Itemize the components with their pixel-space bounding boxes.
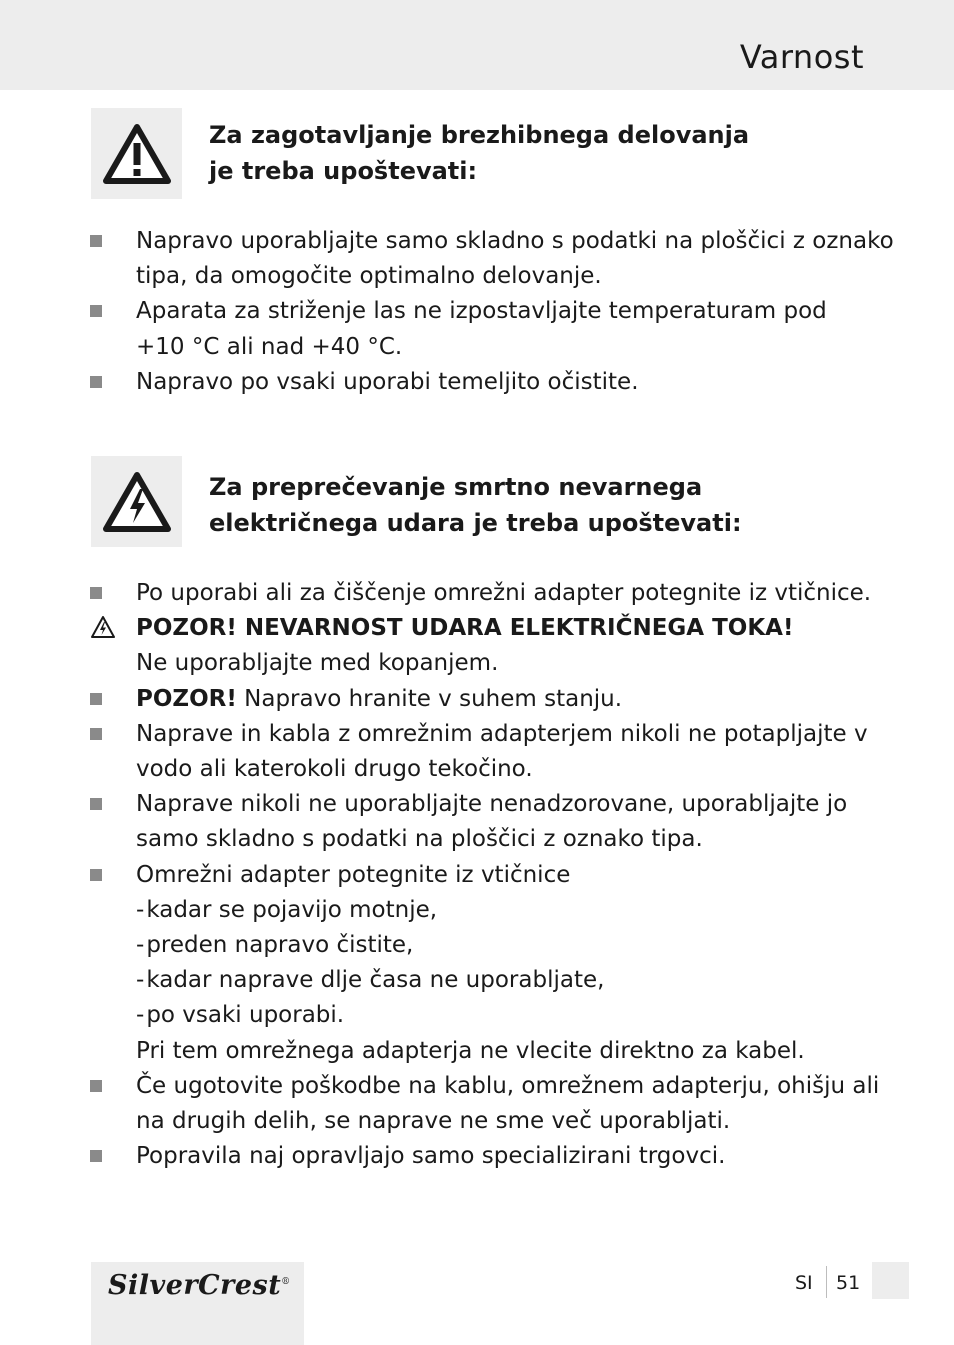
general-warning-box [91, 108, 182, 199]
electric-warning-box [91, 456, 182, 547]
square-bullet-icon [90, 305, 102, 317]
list-item [90, 1069, 890, 1139]
registered-mark: ® [281, 1277, 291, 1287]
sub-item-text: preden napravo čistite, [146, 932, 414, 959]
dash: - [136, 1002, 145, 1029]
item-text: na drugih delih, se naprave ne sme več uporabljati. [136, 1108, 731, 1135]
list-item [90, 1139, 890, 1174]
item-warning-bold: POZOR! [136, 685, 237, 712]
sub-item [136, 998, 890, 1033]
square-bullet-icon [90, 587, 102, 599]
list-item [90, 294, 890, 364]
item-text: Napravo uporabljajte samo skladno s podatki na ploščici z oznako [136, 228, 894, 254]
square-bullet-icon [90, 869, 102, 881]
sub-item-text: kadar naprave dlje časa ne uporabljate, [146, 967, 605, 994]
list-item [90, 787, 890, 857]
item-text: vodo ali katerokoli drugo tekočino. [136, 756, 533, 783]
list-item [90, 224, 894, 294]
warning-triangle-exclamation-icon [102, 123, 172, 185]
dash: - [136, 967, 145, 994]
list-item [90, 858, 890, 1069]
dash: - [136, 932, 145, 959]
item-text: samo skladno s podatki na ploščici z oznako tipa. [136, 826, 703, 853]
square-bullet-icon [90, 1150, 102, 1162]
item-text: Popravila naj opravljajo samo specializirani trgovci. [136, 1143, 726, 1170]
square-bullet-icon [90, 693, 102, 705]
sub-item [136, 928, 890, 963]
item-text: +10 °C ali nad +40 °C. [136, 333, 403, 360]
warning-triangle-lightning-icon [90, 615, 116, 639]
page-number: 51 [836, 1272, 861, 1294]
brand-logo [108, 1270, 291, 1301]
sub-item [136, 963, 890, 998]
item-text: Ne uporabljajte med kopanjem. [136, 650, 499, 677]
item-text: Naprave in kabla z omrežnim adapterjem nikoli ne potapljajte v [136, 720, 868, 747]
sub-item-text: kadar se pojavijo motnje, [146, 896, 438, 923]
square-bullet-icon [90, 728, 102, 740]
page-title: Varnost [739, 38, 864, 76]
section2-heading [209, 469, 829, 541]
list-item [90, 611, 890, 681]
item-text: Pri tem omrežnega adapterja ne vlecite direktno za kabel. [136, 1037, 805, 1064]
footer-logo-box [91, 1262, 304, 1345]
item-text: Naprave nikoli ne uporabljajte nenadzorovane, uporabljajte jo [136, 791, 848, 818]
square-bullet-icon [90, 798, 102, 810]
item-text: Po uporabi ali za čiščenje omrežni adapter potegnite iz vtičnice. [136, 580, 872, 606]
item-text: tipa, da omogočite optimalno delovanje. [136, 263, 602, 290]
dash: - [136, 896, 145, 923]
sub-item-text: po vsaki uporabi. [146, 1002, 345, 1029]
heading-line: Za preprečevanje smrtno nevarnega [209, 473, 703, 501]
list-item [90, 717, 890, 787]
sub-item [136, 893, 890, 928]
item-text: Aparata za striženje las ne izpostavljajte temperaturam pod [136, 298, 827, 325]
item-text-rest: Napravo hranite v suhem stanju. [236, 685, 623, 712]
item-text [136, 682, 890, 717]
heading-line: Za zagotavljanje brezhibnega delovanja [209, 121, 750, 149]
heading-line: električnega udara je treba upoštevati: [209, 509, 742, 537]
square-bullet-icon [90, 1080, 102, 1092]
warning-triangle-lightning-icon [102, 471, 172, 533]
list-item [90, 682, 890, 717]
square-bullet-icon [90, 235, 102, 247]
footer-divider [826, 1266, 827, 1298]
item-text: Napravo po vsaki uporabi temeljito očistite. [136, 368, 639, 395]
item-text: Če ugotovite poškodbe na kablu, omrežnem adapterju, ohišju ali [136, 1072, 880, 1099]
square-bullet-icon [90, 376, 102, 388]
list-item [90, 365, 890, 400]
logo-text: SilverCrest [108, 1270, 282, 1301]
footer-tab [872, 1262, 909, 1299]
section2-list [90, 576, 890, 1174]
section1-list [90, 224, 894, 400]
item-warning-bold: POZOR! NEVARNOST UDARA ELEKTRIČNEGA TOKA! [136, 615, 794, 642]
section1-heading [209, 117, 829, 189]
list-item [90, 576, 890, 611]
item-text: Omrežni adapter potegnite iz vtičnice [136, 861, 571, 888]
language-code: SI [795, 1272, 813, 1294]
heading-line: je treba upoštevati: [209, 157, 478, 185]
